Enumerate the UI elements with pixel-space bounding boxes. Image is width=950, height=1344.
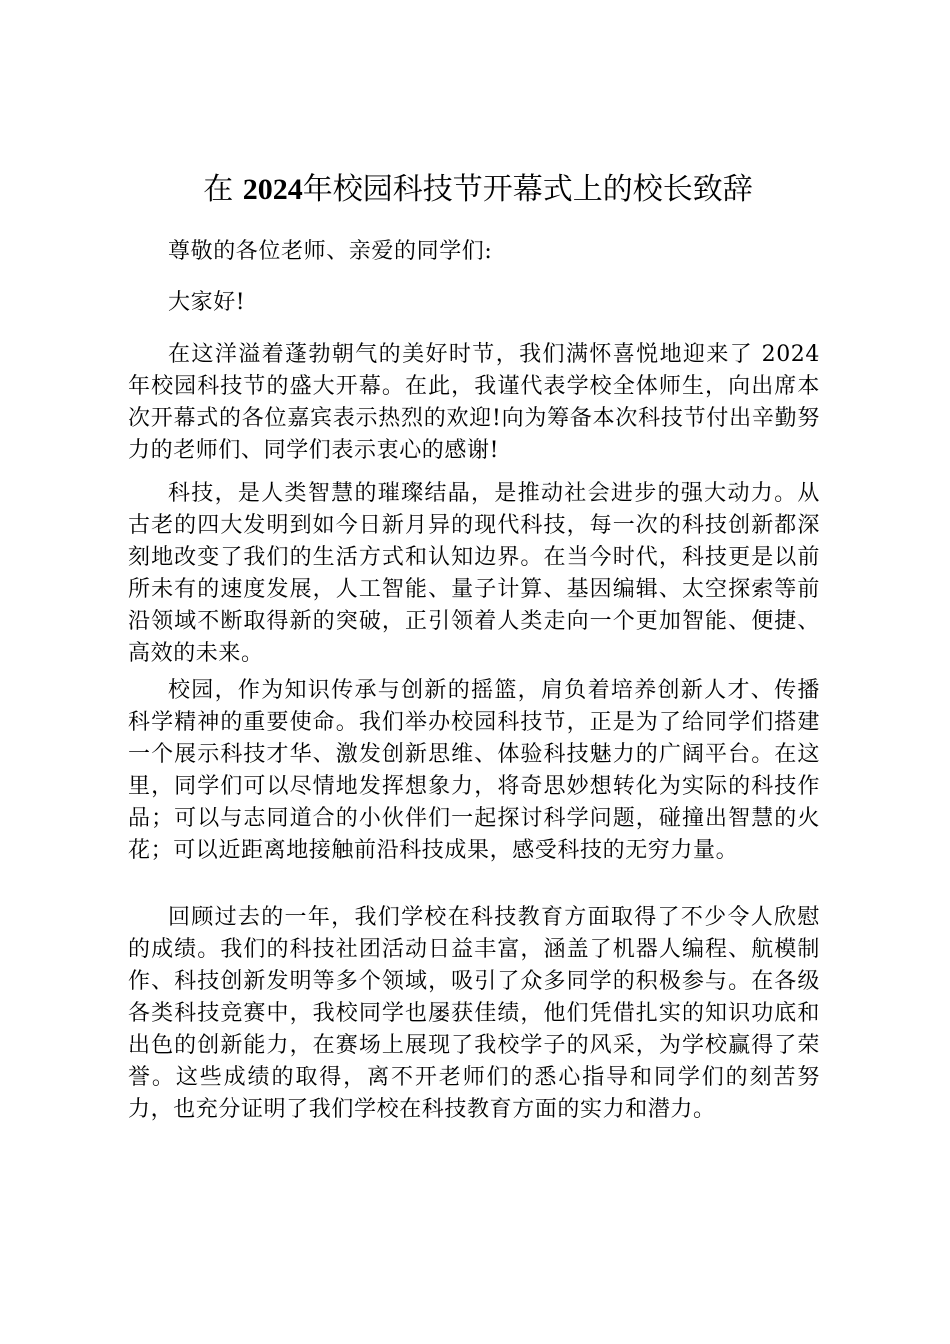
greeting-block bbox=[128, 236, 820, 268]
paragraph-block-4 bbox=[128, 902, 820, 1126]
salutation-block bbox=[128, 287, 820, 319]
paragraph: 在这洋溢着蓬勃朝气的美好时节，我们满怀喜悦地迎来了 2024 年校园科技节的盛大开幕。在此，我谨代表学校全体师生，向出席本次开幕式的各位嘉宾表示热烈的欢迎!向为筹备本次科技节付出辛勤努力的老师们、同学们表示衷心的感谢! bbox=[128, 342, 820, 463]
paragraph: 科技，是人类智慧的璀璨结晶，是推动社会进步的强大动力。从古老的四大发明到如今日新月异的现代科技，每一次的科技创新都深刻地改变了我们的生活方式和认知边界。在当今时代，科技更是以前所未有的速度发展，人工智能、量子计算、基因编辑、太空探索等前沿领域不断取得新的突破，正引领着人类走向一个更加智能、便捷、高效的未来。 bbox=[128, 481, 820, 666]
greeting-line: 尊敬的各位老师、亲爱的同学们: bbox=[168, 239, 493, 264]
title-rest: 年校园科技节开幕式上的校长致辞 bbox=[302, 172, 753, 207]
title-prefix: 在 bbox=[203, 172, 243, 207]
paragraph-block-1 bbox=[128, 339, 820, 467]
document-title bbox=[128, 170, 828, 210]
paragraph: 校园，作为知识传承与创新的摇篮，肩负着培养创新人才、传播科学精神的重要使命。我们举办校园科技节，正是为了给同学们搭建一个展示科技才华、激发创新思维、体验科技魅力的广阔平台。在这里，同学们可以尽情地发挥想象力，将奇思妙想转化为实际的科技作品；可以与志同道合的小伙伴们一起探讨科学问题，碰撞出智慧的火花；可以近距离地接触前沿科技成果，感受科技的无穷力量。 bbox=[128, 678, 820, 863]
paragraph-block-3 bbox=[128, 675, 820, 867]
salutation-line: 大家好! bbox=[168, 290, 246, 315]
paragraph-block-2 bbox=[128, 478, 820, 670]
title-year: 2024 bbox=[242, 173, 303, 206]
paragraph: 回顾过去的一年，我们学校在科技教育方面取得了不少令人欣慰的成绩。我们的科技社团活动日益丰富，涵盖了机器人编程、航模制作、科技创新发明等多个领域，吸引了众多同学的积极参与。在各级各类科技竞赛中，我校同学也屡获佳绩，他们凭借扎实的知识功底和出色的创新能力，在赛场上展现了我校学子的风采，为学校赢得了荣誉。这些成绩的取得，离不开老师们的悉心指导和同学们的刻苦努力，也充分证明了我们学校在科技教育方面的实力和潜力。 bbox=[128, 905, 820, 1122]
